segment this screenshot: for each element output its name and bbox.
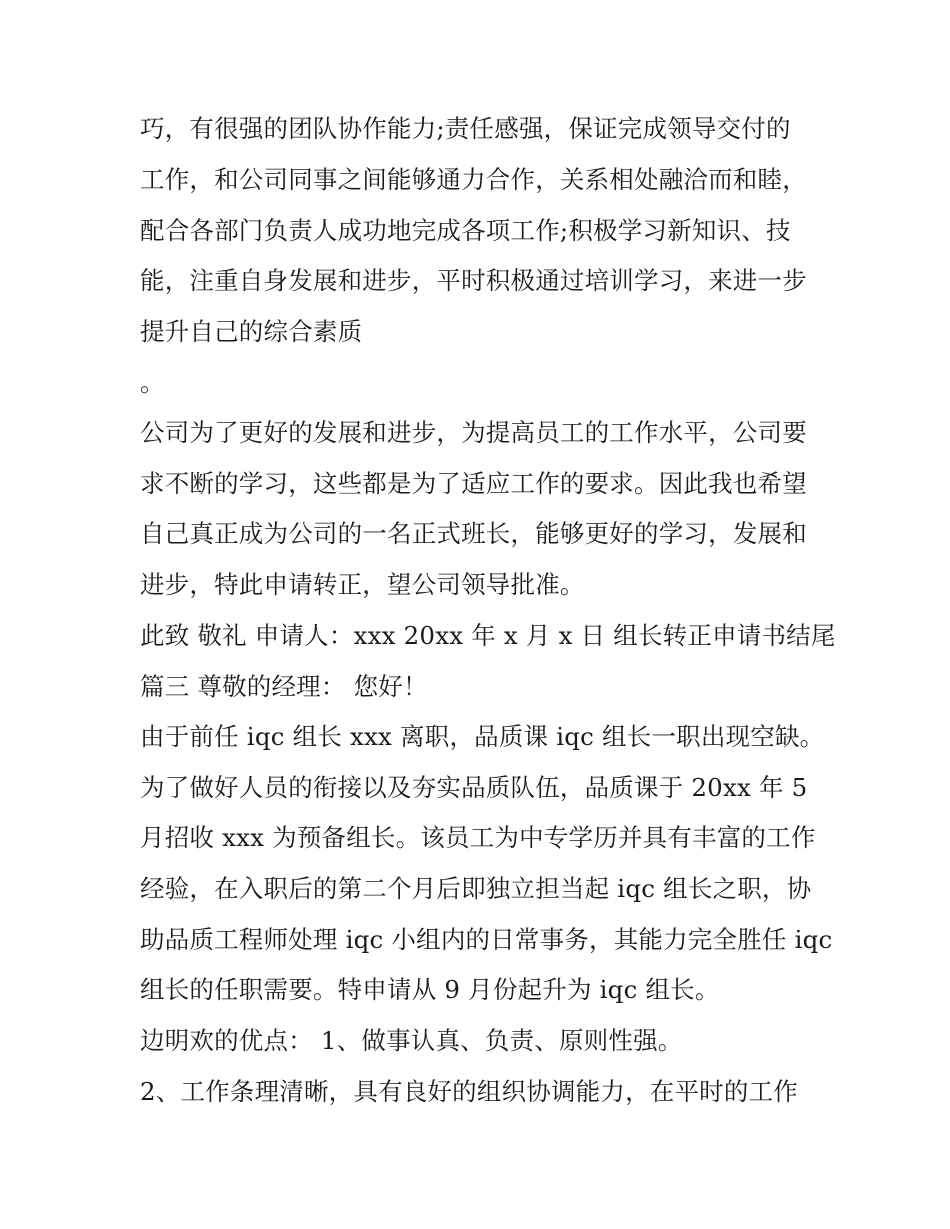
text-line: 助品质工程师处理 iqc 小组内的日常事务，其能力完全胜任 iqc [140,925,833,954]
text-line: 篇三 尊敬的经理： 您好！ [140,672,428,701]
text-line: 由于前任 iqc 组长 xxx 离职，品质课 iqc 组长一职出现空缺。 [140,722,825,751]
text-line: 公司为了更好的发展和进步，为提高员工的工作水平，公司要 [140,418,807,447]
text-line: 能，注重自身发展和进步，平时积极通过培训学习，来进一步 [140,266,807,295]
text-line: 组长的任职需要。特申请从 9 月份起升为 iqc 组长。 [140,975,720,1004]
text-line: 月招收 xxx 为预备组长。该员工为中专学历并具有丰富的工作 [140,823,816,852]
text-line: 。 [140,368,165,397]
text-line: 配合各部门负责人成功地完成各项工作;积极学习新知识、技 [140,216,791,245]
text-line: 提升自己的综合素质 [140,317,363,346]
text-line: 求不断的学习，这些都是为了适应工作的要求。因此我也希望 [140,469,807,498]
text-line: 巧，有很强的团队协作能力;责任感强，保证完成领导交付的 [140,114,791,143]
text-line: 此致 敬礼 申请人：xxx 20xx 年 x 月 x 日 组长转正申请书结尾 [140,621,836,650]
text-line: 为了做好人员的衔接以及夯实品质队伍，品质课于 20xx 年 5 [140,773,808,802]
text-line: 自己真正成为公司的一名正式班长，能够更好的学习，发展和 [140,519,807,548]
text-line: 边明欢的优点： 1、做事认真、负责、原则性强。 [140,1026,683,1055]
text-line: 2、工作条理清晰，具有良好的组织协调能力，在平时的工作 [140,1077,798,1106]
text-line: 进步，特此申请转正，望公司领导批准。 [140,570,585,599]
text-line: 经验，在入职后的第二个月后即独立担当起 iqc 组长之职，协 [140,874,812,903]
text-line: 工作，和公司同事之间能够通力合作，关系相处融洽而和睦， [140,165,807,194]
